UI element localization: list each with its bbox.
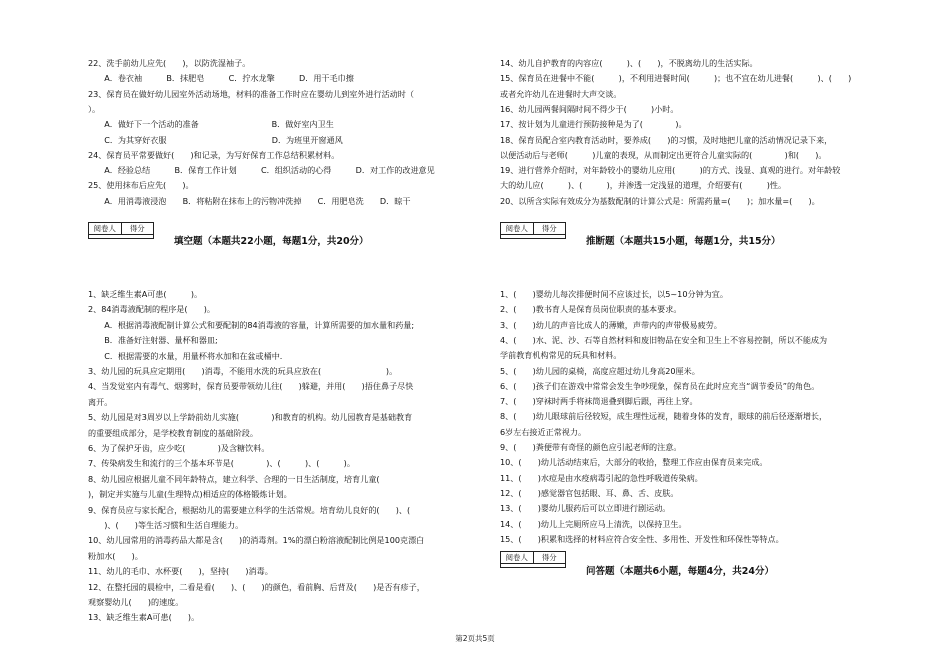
question-line: )，制定并实施与儿童(生理特点)相适应的体格锻炼计划。	[88, 489, 292, 500]
fill-score-box	[88, 222, 154, 239]
page-number: 第2页共5页	[455, 634, 495, 643]
question-line: ）。	[88, 103, 101, 114]
question-line: 14、( )幼儿上完厕所应马上清洗，以保持卫生。	[500, 518, 687, 529]
question-line: 11、( )水痘是由水疫病毒引起的急性呼吸道传染病。	[500, 472, 703, 483]
question-line: 22、洗手前幼儿应先( )，以防洗湿袖子。	[88, 58, 251, 68]
question-line: 12、( )感觉器官包括眼、耳、鼻、舌、皮肤。	[500, 487, 679, 498]
question-line: 8、幼儿园应根据儿童不同年龄特点，建立科学、合理的一日生活制度，培育儿童(	[88, 473, 412, 484]
question-line: 10、( )幼儿活动结束后，大部分的收拾，整理工作应由保育员来完成。	[500, 457, 768, 468]
question-line: 13、缺乏维生素A可患( )。	[88, 612, 200, 623]
question-line: 9、( )粪便带有奇怪的颜色应引起老师的注意。	[500, 442, 682, 452]
question-line: 2、84消毒液配制的程序是( )。	[88, 304, 215, 315]
question-line: 或者允许幼儿在进餐时大声交谈。	[500, 88, 622, 99]
question-line: 7、( )穿袜时两手将袜筒退叠到脚后跟，再往上穿。	[500, 396, 698, 407]
scorer-label: 阅卷人	[501, 552, 534, 564]
question-line: 大的幼儿应( )、( )，并渗透一定浅显的道理，介绍要有( )性。	[500, 180, 787, 191]
question-line: 14、幼儿自护教育的内容应( )、( )，不脱离幼儿的生活实际。	[500, 58, 758, 68]
question-line: 学前教育机构常见的玩具和材料。	[500, 350, 622, 361]
question-line: 2、( )教书育人是保育员岗位职责的基本要求。	[500, 304, 682, 315]
question-line: 的重要组成部分，是学校教育制度的基础阶段。	[88, 427, 258, 438]
question-line: 20、以所含实际有效成分为基数配制的计算公式是：所需药量=( )；加水量=( )。	[500, 195, 820, 206]
judge-score-box	[500, 222, 566, 239]
question-line: 19、进行营养介绍时，对年龄较小的婴幼儿应用( )的方式、浅显、真观的进行。对年龄较	[500, 165, 841, 176]
question-line: 8、( )幼儿眼球前后径较短，成生理性远视，随着身体的发育，眼球的前后径逐渐增长，	[500, 411, 828, 422]
qa-score-box	[500, 551, 566, 568]
question-line: 4、当发觉室内有毒气、烟雾时，保育员要带领幼儿往( )躲避，并用( )捂住鼻子尽快	[88, 381, 414, 392]
question-line: )、( )等生活习惯和生活自理能力。	[88, 520, 244, 530]
question-line: 11、幼儿的毛巾、水杯要( )，坚持( )消毒。	[88, 566, 273, 577]
question-line: A．用消毒液浸泡 B．将粘附在抹布上的污物冲洗掉 C．用肥皂洗 D．晾干	[88, 195, 411, 206]
question-line: 6、( )孩子们在游戏中常常会发生争吵现象，保育员在此时应充当“调节委员”的角色。	[500, 380, 820, 391]
question-line: A．卷衣袖 B．抹肥皂 C．拧水龙擎 D．用干毛巾擦	[88, 73, 354, 84]
question-line: 24、保育员平常要做好( )和记录，为写好保育工作总结积累材料。	[88, 149, 340, 160]
score-label: 得分	[534, 223, 566, 235]
scorer-label: 阅卷人	[89, 223, 122, 235]
question-line: C．为其穿好衣服 D．为班里开窗通风	[88, 134, 343, 145]
judge-section-title: 推断题（本题共15小题，每题1分，共15分）	[586, 236, 781, 247]
qa-section-title: 问答题（本题共6小题，每题4分，共24分）	[586, 566, 774, 577]
question-line: 13、( )婴幼儿服药后可以立即进行剧运动。	[500, 503, 671, 514]
question-line: 5、( )幼儿园的桌椅，高度应超过幼儿身高20厘米。	[500, 365, 700, 376]
question-line: 观察婴幼儿( )的速度。	[88, 597, 184, 607]
question-line: 4、( )水、泥、沙、石等自然材料和废旧物品在安全和卫生上不容易控制，所以不能成为	[500, 334, 828, 345]
question-line: 17、按计划为儿童进行预防接种是为了( )。	[500, 119, 687, 130]
fill-section-title: 填空题（本题共22小题，每题1分，共20分）	[174, 236, 369, 247]
question-line: B．准备好注射器、量杯和器皿;	[88, 335, 218, 346]
scorer-label: 阅卷人	[501, 223, 534, 235]
question-line: 16、幼儿园两餐间隔时间不得少于( )小时。	[500, 103, 679, 114]
question-line: 1、( )婴幼儿每次排便时间不应该过长，以5~10分钟为宜。	[500, 289, 728, 299]
question-line: 3、( )幼儿的声音比成人的薄嫩，声带内的声带极易疲劳。	[500, 319, 722, 330]
question-line: 15、保育员在进餐中不能( )，不利用进餐时间( )；也不宜在幼儿进餐( )、( )	[500, 73, 852, 84]
question-line: 10、幼儿园常用的消毒药品大都是含( )的消毒剂。1%的漂白粉溶液配制比例是100克漂白	[88, 535, 425, 546]
question-line: A．做好下一个活动的准备 B．做好室内卫生	[88, 119, 334, 130]
question-line: 15、( )积累和选择的材料应符合安全性、多用性、开发性和环保性等特点。	[500, 533, 784, 544]
score-label: 得分	[534, 552, 566, 564]
question-line: 6岁左右接近正常视力。	[500, 426, 587, 437]
question-line: C．根据需要的水量，用量杯将水加和在盆或桶中.	[88, 350, 283, 361]
question-line: 以便活动后与老师( )儿童的表现，从而制定出更符合儿童实际的( )和( )。	[500, 149, 827, 160]
question-line: 25、使用抹布后应先( )。	[88, 180, 194, 191]
question-line: 3、幼儿园的玩具应定期用( )消毒，不能用水洗的玩具应放在( )。	[88, 366, 398, 376]
question-line: 1、缺乏维生素A可患( )。	[88, 289, 203, 299]
question-line: 18、保育员配合室内教育活动时，要养成( )的习惯，及时地把儿童的活动情况记录下来，	[500, 134, 833, 145]
question-line: 9、保育员应与家长配合，根据幼儿的需要建立科学的生活常规。培育幼儿良好的( )、(	[88, 504, 411, 515]
question-line: 23、保育员在做好幼儿园室外活动场地，材料的准备工作时应在婴幼儿到室外进行活动时（	[88, 88, 414, 99]
question-line: 6、为了保护牙齿，应少吃( )及含糖饮料。	[88, 443, 270, 453]
question-line: 12、在整托园的晨检中，二看是看( )、( )的颜色，看前胸、后背及( )是否有疹子，	[88, 581, 425, 592]
question-line: 离开。	[88, 396, 113, 407]
score-label: 得分	[122, 223, 154, 235]
question-line: A．根据消毒液配制计算公式和要配制的84消毒液的容量，计算所需要的加水量和药量;	[88, 319, 415, 330]
question-line: A．经验总结 B．保育工作计划 C．组织活动的心得 D．对工作的改进意见	[88, 165, 435, 176]
question-line: 7、传染病发生和流行的三个基本环节是( )、( )、( )。	[88, 458, 355, 469]
question-line: 5、幼儿园是对3周岁以上学龄前幼儿实施( )和教育的机构。幼儿园教育是基础教育	[88, 412, 413, 423]
question-line: 粉加水( )。	[88, 550, 143, 561]
